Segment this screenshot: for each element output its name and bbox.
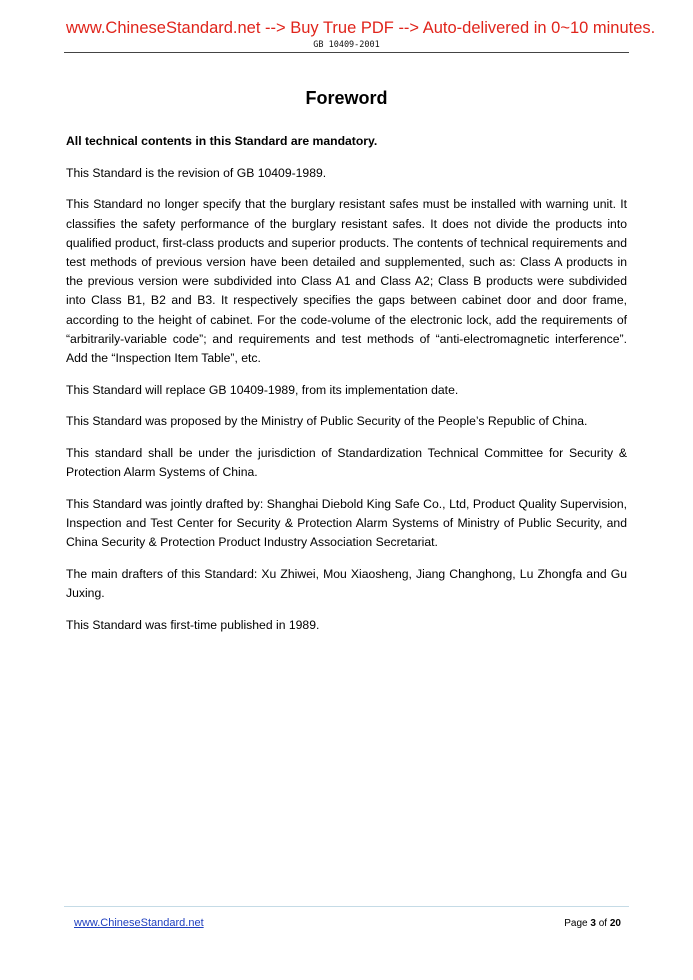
footer-website-link[interactable]: www.ChineseStandard.net — [74, 917, 204, 929]
page-number — [564, 918, 621, 929]
paragraph: The main drafters of this Standard: Xu Zhiwei, Mou Xiaosheng, Jiang Changhong, Lu Zhongfa and Gu Juxing. — [66, 567, 627, 601]
page-current: 3 — [590, 918, 596, 929]
header-banner-link[interactable]: www.ChineseStandard.net --> Buy True PDF --> Auto-delivered in 0~10 minutes. — [66, 19, 656, 37]
footer-divider — [64, 906, 629, 907]
document-body — [66, 132, 627, 648]
paragraph: This Standard is the revision of GB 10409-1989. — [66, 165, 327, 180]
page-total: 20 — [609, 918, 621, 929]
paragraph: This Standard was jointly drafted by: Shanghai Diebold King Safe Co., Ltd, Product Quality Supervision, Inspection and Test Center for Security & Protection Alarm Systems of Ministry of Public Security, and China Security & Protection Product Industry Association Secretariat. — [66, 497, 627, 550]
header-divider — [64, 52, 629, 53]
paragraph: This Standard no longer specify that the burglary resistant safes must be installed with warning unit. It classifies the safety performance of the burglary resistant safes. It does not divide the products into qualified product, first-class products and superior products. The contents of technical requirements and test methods of previous version have been detailed and supplemented, such as: Class A products in the previous version were subdivided into Class A1 and Class A2; Class B products were subdivided into Class B1, B2 and B3. It respectively specifies the gaps between cabinet door and door frame, according to the height of cabinet. For the code-volume of the electronic lock, add the requirements of “arbitrarily-variable code”; and requirements and test methods of “anti-electromagnetic interference”. Add the “Inspection Item Table”, etc. — [66, 197, 627, 366]
paragraph-mandatory: All technical contents in this Standard are mandatory. — [66, 134, 378, 148]
paragraph: This Standard will replace GB 10409-1989, from its implementation date. — [66, 382, 459, 397]
paragraph: This Standard was first-time published in 1989. — [66, 618, 320, 633]
paragraph: This Standard was proposed by the Ministry of Public Security of the People’s Republic of China. — [66, 414, 588, 429]
paragraph: This standard shall be under the jurisdiction of Standardization Technical Committee for Security & Protection Alarm Systems of China. — [66, 446, 627, 480]
page-of: of — [595, 918, 610, 929]
page-prefix: Page — [564, 918, 591, 929]
header-doc-code: GB 10409-2001 — [313, 40, 380, 50]
page-title: Foreword — [305, 88, 388, 108]
